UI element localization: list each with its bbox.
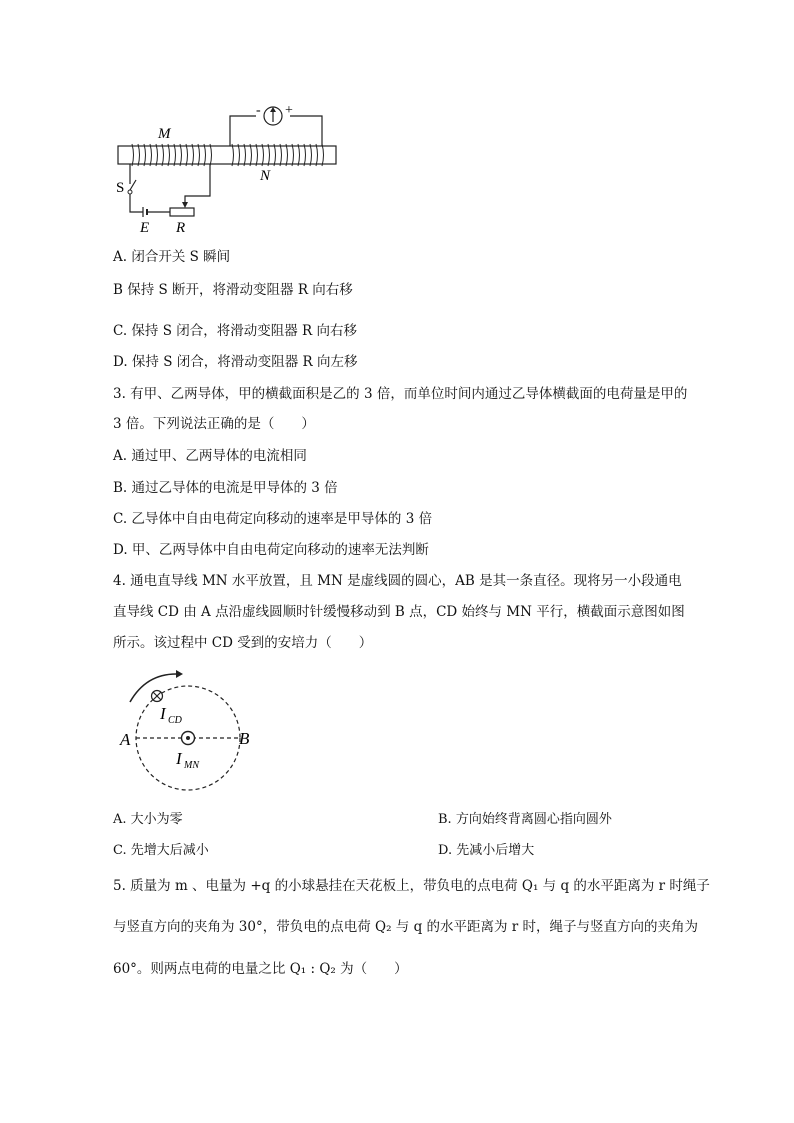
coil-winding [292, 144, 294, 166]
galvanometer-minus-label: - [256, 103, 261, 118]
coil-winding [244, 144, 246, 166]
coil-winding [262, 144, 264, 166]
coil-m-label: M [158, 126, 171, 142]
coil-winding [310, 144, 312, 166]
q3-option-c: C. 乙导体中自由电荷定向移动的速率是甲导体的 3 倍 [113, 511, 433, 527]
coil-winding [322, 144, 324, 166]
switch-s-label: S [116, 180, 125, 196]
q4-option-b: B. 方向始终背离圆心指向圆外 [438, 812, 612, 827]
coil-winding [150, 144, 152, 166]
q5-stem-line1: 5. 质量为 m 、电量为 +q 的小球悬挂在天花板上，带负电的点电荷 Q₁ 与 q 的水平距离为 r 时绳子 [113, 878, 710, 894]
coil-winding [286, 144, 288, 166]
current-mn-label: I [176, 749, 182, 768]
q3-option-d: D. 甲、乙两导体中自由电荷定向移动的速率无法判断 [113, 542, 429, 558]
coil-winding [144, 144, 146, 166]
solenoid-circuit-figure [110, 96, 350, 236]
coil-winding [268, 144, 270, 166]
coil-n-label: N [260, 168, 271, 184]
current-cd-label: I [160, 704, 166, 723]
coil-winding [274, 144, 276, 166]
q2-option-d: D. 保持 S 闭合，将滑动变阻器 R 向左移 [113, 354, 358, 370]
point-a-label: A [120, 730, 131, 749]
coil-winding [210, 144, 212, 166]
galvanometer-plus-label: + [285, 103, 293, 118]
coil-winding [132, 144, 134, 166]
coil-winding [250, 144, 252, 166]
coil-winding [162, 144, 164, 166]
q2-option-b: B 保持 S 断开，将滑动变阻器 R 向右移 [113, 282, 353, 298]
rheostat-r-label: R [176, 220, 186, 236]
q4-stem-line2: 直导线 CD 由 A 点沿虚线圆顺时针缓慢移动到 B 点，CD 始终与 MN 平行，横截面示意图如图 [113, 604, 685, 620]
coil-winding [198, 144, 200, 166]
q2-option-c: C. 保持 S 闭合，将滑动变阻器 R 向右移 [113, 323, 358, 339]
q4-stem-line1: 4. 通电直导线 MN 水平放置，且 MN 是虚线圆的圆心，AB 是其一条直径。现将另一小段通电 [113, 573, 682, 589]
coil-winding [204, 144, 206, 166]
q3-option-a: A. 通过甲、乙两导体的电流相同 [113, 448, 307, 464]
q3-stem-line2: 3 倍。下列说法正确的是（ ） [113, 416, 315, 432]
coil-winding [256, 144, 258, 166]
coil-winding [168, 144, 170, 166]
coil-winding [186, 144, 188, 166]
coil-winding [192, 144, 194, 166]
q5-stem-line2: 与竖直方向的夹角为 30°，带负电的点电荷 Q₂ 与 q 的水平距离为 r 时，绳子与竖直方向的夹角为 [113, 919, 699, 935]
battery-e-label: E [140, 220, 150, 236]
current-cd-subscript: CD [168, 715, 182, 726]
coil-winding [298, 144, 300, 166]
coil-winding [316, 144, 318, 166]
q3-option-b: B. 通过乙导体的电流是甲导体的 3 倍 [113, 480, 338, 496]
q3-stem-line1: 3. 有甲、乙两导体，甲的横截面积是乙的 3 倍，而单位时间内通过乙导体横截面的电荷量是甲的 [113, 386, 688, 402]
q4-option-d: D. 先减小后增大 [438, 843, 535, 858]
circle-wires-figure [112, 668, 272, 808]
point-b-label: B [239, 729, 250, 748]
coil-winding [156, 144, 158, 166]
coil-winding [138, 144, 140, 166]
q2-option-a: A. 闭合开关 S 瞬间 [113, 249, 231, 265]
coil-winding [238, 144, 240, 166]
q4-option-c: C. 先增大后减小 [113, 843, 209, 858]
coil-winding [232, 144, 234, 166]
coil-winding [174, 144, 176, 166]
coil-winding [280, 144, 282, 166]
coil-winding [180, 144, 182, 166]
q5-stem-line3: 60°。则两点电荷的电量之比 Q₁ : Q₂ 为（ ） [113, 961, 408, 977]
q4-option-a: A. 大小为零 [113, 812, 183, 827]
current-mn-subscript: MN [184, 760, 199, 771]
coil-winding [304, 144, 306, 166]
q4-stem-line3: 所示。该过程中 CD 受到的安培力（ ） [113, 635, 373, 651]
